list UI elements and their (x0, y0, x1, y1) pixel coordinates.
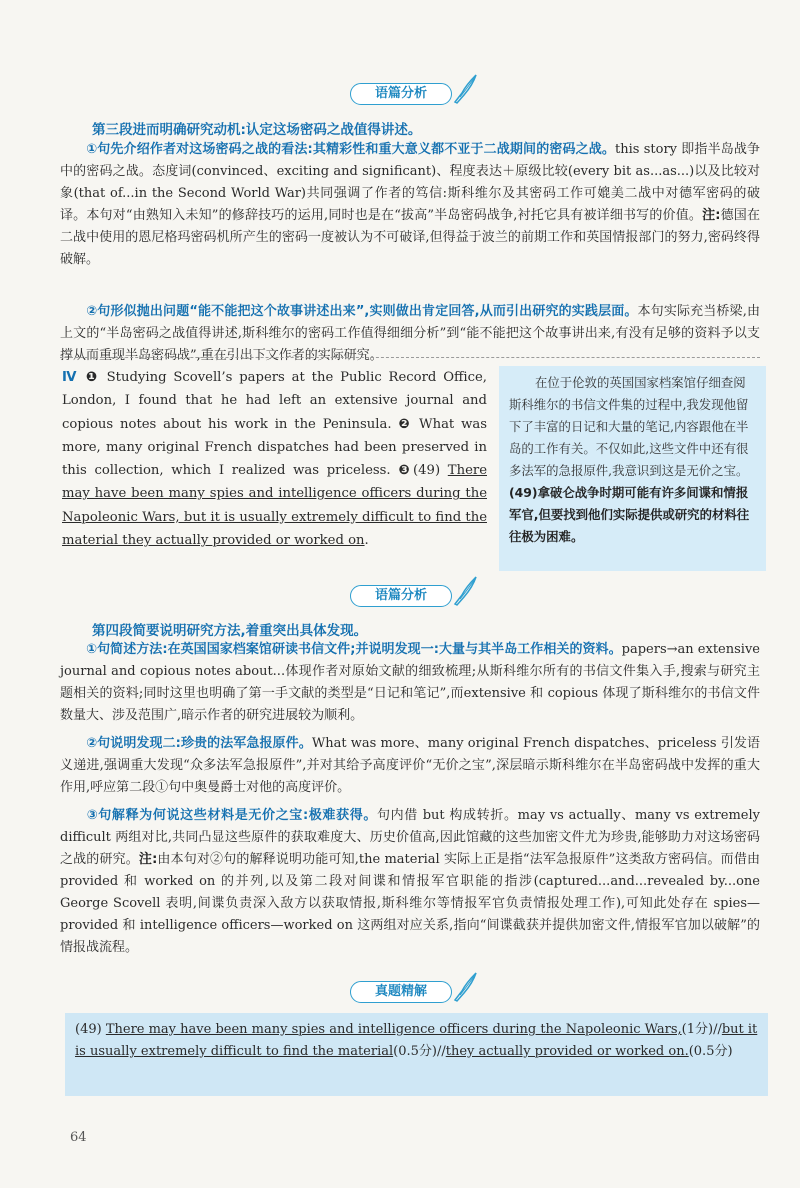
section2-point-3-body: 句内借 but 构成转折。may vs actually、many vs extremely difficult 两组对比,共同凸显这些原件的获取难度大、历史价值高,因此馆藏的这些加密文件尤为珍贵,能够助力对这场密码之战的研究。 (60, 808, 760, 867)
answer-key-box (65, 1013, 768, 1096)
note-label: 注: (138, 852, 158, 867)
section1-point-2-body: 本句实际充当桥梁,由上文的“半岛密码之战值得讲述,斯科维尔的密码工作值得细细分析”到“能不能把这个故事讲出来,有没有足够的资料予以支撑从而重现半岛密码战”,重在引出下文作者的实际研究。 (60, 304, 760, 363)
answer-part-3: they actually provided or worked on. (445, 1044, 689, 1059)
quill-pen-icon (452, 73, 478, 105)
section-label-analysis-1 (330, 81, 470, 105)
translation-bold-text: (49)拿破仑战争时期可能有许多间谍和情报军官,但要找到他们实际提供或研究的材料往往极为困难。 (509, 485, 750, 544)
answer-part-1: There may have been many spies and intelligence officers during the Napoleonic Wars, (105, 1022, 682, 1037)
section2-point-2-lead: ②句说明发现二:珍贵的法军急报原件。 (86, 736, 312, 751)
quill-pen-icon (452, 575, 478, 607)
answer-score-1: (1分)// (681, 1022, 722, 1037)
sentence-3-underlined: There may have been many spies and intelligence officers during the Napoleonic Wars, but it is usually extremely difficult to find the material they actually provided or worked on (62, 463, 487, 549)
section-label-analysis-2 (330, 583, 470, 607)
section2-point-2-body: What was more、many original French dispatches、priceless 引发语义递进,强调重大发现“众多法军急报原件”,并对其给予高度评价“无价之宝”,深层暗示斯科维尔在半岛密码战中发挥的重大作用,呼应第二段①句中奥曼爵士对他的高度评价。 (60, 736, 760, 795)
section2-point-3 (60, 805, 760, 959)
quill-pen-icon (452, 971, 478, 1003)
section2-point-1-body: papers→an extensive journal and copious notes about...体现作者对原始文献的细致梳理;从斯科维尔所有的书信文件集入手,搜索与研究主题相关的资料;同时这里也明确了第一手文献的类型是“日记和笔记”,而extensive 和 copious 体现了斯科维尔的书信文件数量大、涉及范围广,暗示作者的研究进展较为顺利。 (60, 642, 760, 723)
section2-point-1-lead: ①句简述方法:在英国国家档案馆研读书信文件;并说明发现一:大量与其半岛工作相关的资料。 (86, 642, 622, 657)
sentence-3-end: . (364, 533, 369, 549)
sentence-2-number: ❷ (398, 416, 413, 432)
section2-point-3-lead: ③句解释为何说这些材料是无价之宝:极难获得。 (86, 808, 378, 823)
section2-heading: 第四段简要说明研究方法,着重突出具体发现。 (92, 623, 368, 639)
section-label-text: 语篇分析 (350, 83, 452, 105)
page-number: 64 (70, 1130, 87, 1145)
translation-box (499, 366, 766, 571)
section-label-text: 语篇分析 (350, 585, 452, 607)
sentence-1-number: ❶ (85, 370, 100, 385)
paragraph-marker: Ⅳ (62, 370, 80, 385)
sentence-2: What was more, many original French dispatches had been preserved in this collection, which I realized was priceless. (62, 416, 487, 479)
sentence-3-number: ❸ (398, 463, 414, 479)
section-label-text: 真题精解 (350, 981, 452, 1003)
sentence-3-tag: (49) (413, 463, 448, 479)
section1-point-2-lead: ②句形似抛出问题“能不能把这个故事讲述出来”,实则做出肯定回答,从而引出研究的实践层面。 (86, 304, 638, 319)
answer-tag: (49) (75, 1022, 106, 1037)
translation-text: 在位于伦敦的英国国家档案馆仔细查阅斯科维尔的书信文件集的过程中,我发现他留下了丰富的日记和大量的笔记,内容跟他在半岛的工作有关。不仅如此,这些文件中还有很多法军的急报原件,我意识到这是无价之宝。 (509, 375, 749, 478)
section1-heading: 第三段进而明确研究动机:认定这场密码之战值得讲述。 (92, 122, 422, 138)
section-label-exam (330, 979, 470, 1003)
section1-point-1-lead: ①句先介绍作者对这场密码之战的看法:其精彩性和重大意义都不亚于二战期间的密码之战。 (86, 142, 616, 157)
section2-point-2 (60, 733, 760, 799)
section1-point-1-body: this story 即指半岛战争中的密码之战。态度词(convinced、exciting and significant)、程度表达＋原级比较(every bit as...as...)以及比较对象(that of...in the Second World War)共同强调了作者的笃信:斯科维尔及其密码工作可媲美二战中对德军密码的破译。本句对“由熟知入未知”的修辞技巧的运用,同时也是在“拔高”半岛密码战争,衬托它具有被详细书写的价值。 (60, 142, 760, 223)
answer-score-3: (0.5分) (688, 1044, 733, 1059)
note-label: 注: (702, 208, 721, 223)
section1-point-1-note: 德国在二战中使用的恩尼格玛密码机所产生的密码一度被认为不可破译,但得益于波兰的前期工作和英国情报部门的努力,密码终得破解。 (60, 208, 760, 267)
answer-part-2: but it is usually extremely difficult to find the material (75, 1022, 758, 1059)
dashed-divider (60, 357, 760, 358)
section1-point-1 (60, 139, 760, 271)
passage-paragraph-4 (62, 366, 487, 552)
section2-point-1 (60, 639, 760, 727)
section2-point-3-note: 由本句对②句的解释说明功能可知,the material 实际上正是指“法军急报原件”这类敌方密码信。而借由 provided 和 worked on 的并列,以及第二段对间谍和情报军官职能的指涉(captured...and...revealed by...one George Scovell 表明,间谍负责深入敌方以获取情报,斯科维尔等情报军官负责情报处理工作),可知此处存在 spies—provided 和 intelligence officers—worked on 这两组对应关系,指向“间谍截获并提供加密文件,情报军官加以破解”的情报战流程。 (60, 852, 760, 955)
answer-score-2: (0.5分)// (393, 1044, 446, 1059)
sentence-1: Studying Scovell’s papers at the Public Record Office, London, I found that he had left an extensive journal and copious notes about his work in the Peninsula. (62, 370, 487, 432)
